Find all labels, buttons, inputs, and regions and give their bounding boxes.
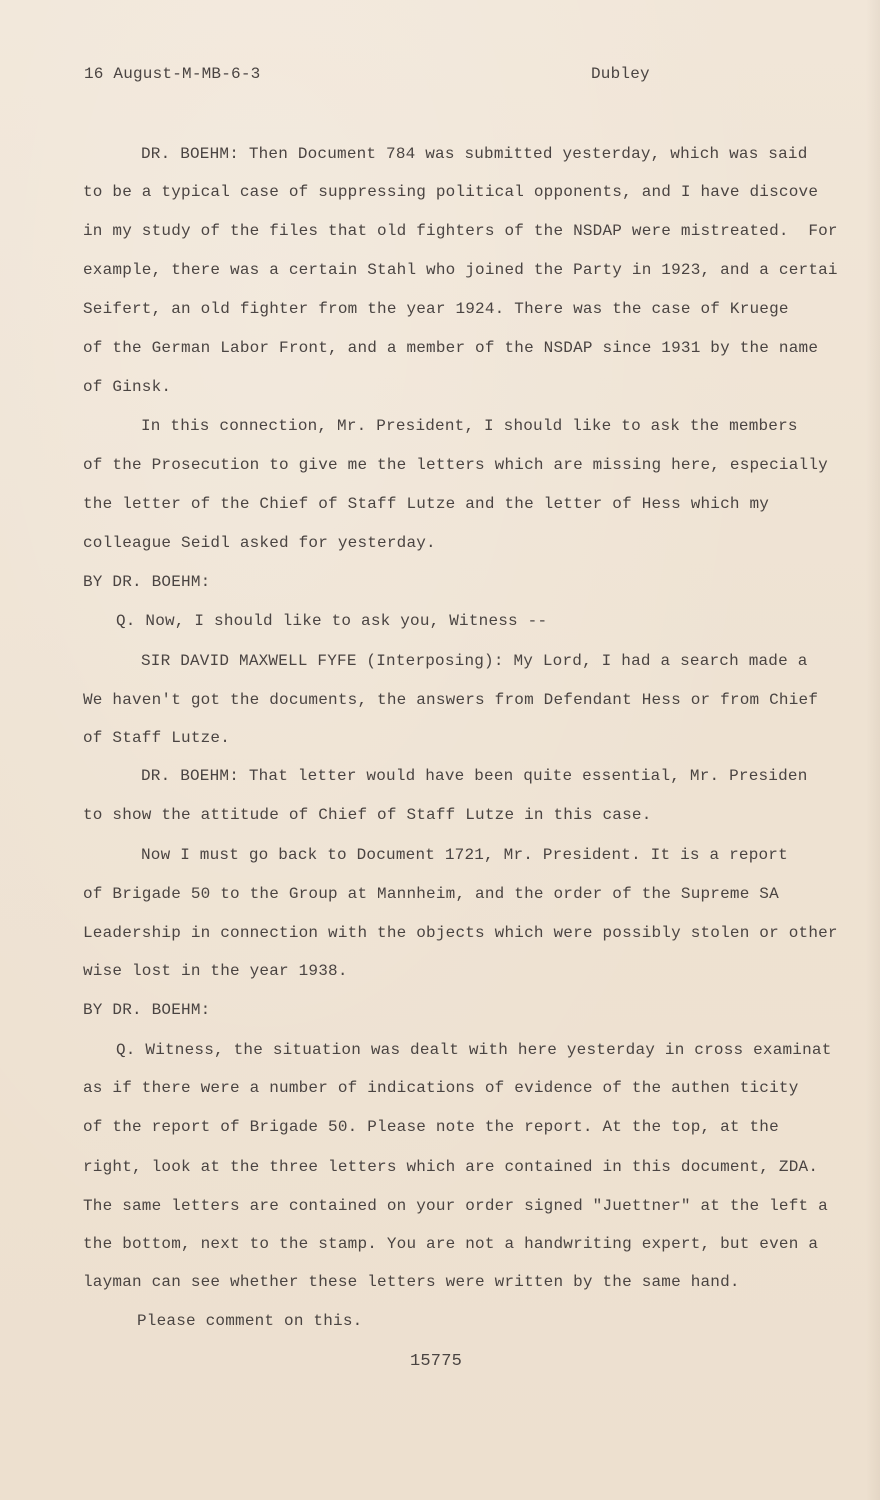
text-line: Seifert, an old fighter from the year 1924. There was the case of Kruege <box>83 300 789 318</box>
question-line: Q. Now, I should like to ask you, Witness -- <box>116 612 548 630</box>
text-line: to show the attitude of Chief of Staff Lutze in this case. <box>83 806 652 824</box>
text-line: example, there was a certain Stahl who joined the Party in 1923, and a certai <box>83 261 838 279</box>
text-line: DR. BOEHM: That letter would have been quite essential, Mr. Presiden <box>141 767 808 785</box>
text-line: Leadership in connection with the objects which were possibly stolen or other <box>83 924 838 942</box>
text-line: the bottom, next to the stamp. You are not a handwriting expert, but even a <box>83 1235 819 1253</box>
question-line: Q. Witness, the situation was dealt with here yesterday in cross examinat <box>116 1041 832 1059</box>
speaker-heading: BY DR. BOEHM: <box>83 573 211 591</box>
text-line: The same letters are contained on your order signed "Juettner" at the left a <box>83 1197 828 1215</box>
text-line: Now I must go back to Document 1721, Mr. President. It is a report <box>141 846 788 864</box>
text-line: We haven't got the documents, the answers from Defendant Hess or from Chief <box>83 691 819 709</box>
text-line: in my study of the files that old fighters of the NSDAP were mistreated. For <box>83 222 838 240</box>
text-line: wise lost in the year 1938. <box>83 962 348 980</box>
text-line: SIR DAVID MAXWELL FYFE (Interposing): My Lord, I had a search made a <box>141 652 808 670</box>
text-line: of Staff Lutze. <box>83 729 231 747</box>
page-number: 15775 <box>410 1352 463 1371</box>
text-line: of the German Labor Front, and a member of the NSDAP since 1931 by the name <box>83 339 819 357</box>
text-line: In this connection, Mr. President, I should like to ask the members <box>141 417 798 435</box>
text-line: colleague Seidl asked for yesterday. <box>83 534 436 552</box>
text-line: of the report of Brigade 50. Please note the report. At the top, at the <box>83 1118 779 1136</box>
text-line: layman can see whether these letters were written by the same hand. <box>83 1273 740 1291</box>
header-reporter: Dubley <box>591 65 650 83</box>
text-line: of Ginsk. <box>83 378 172 396</box>
text-line: as if there were a number of indications of evidence of the authen ticity <box>83 1079 799 1097</box>
header-reference: 16 August-M-MB-6-3 <box>84 65 261 83</box>
speaker-heading: BY DR. BOEHM: <box>83 1001 211 1019</box>
text-line: of the Prosecution to give me the letters which are missing here, especially <box>83 456 828 474</box>
text-line: DR. BOEHM: Then Document 784 was submitted yesterday, which was said <box>141 145 808 163</box>
page-edge-shadow <box>866 0 880 1500</box>
text-line: Please comment on this. <box>137 1312 363 1330</box>
text-line: of Brigade 50 to the Group at Mannheim, and the order of the Supreme SA <box>83 885 779 903</box>
text-line: right, look at the three letters which are contained in this document, ZDA. <box>83 1158 819 1176</box>
text-line: the letter of the Chief of Staff Lutze and the letter of Hess which my <box>83 495 770 513</box>
text-line: to be a typical case of suppressing political opponents, and I have discove <box>83 183 819 201</box>
